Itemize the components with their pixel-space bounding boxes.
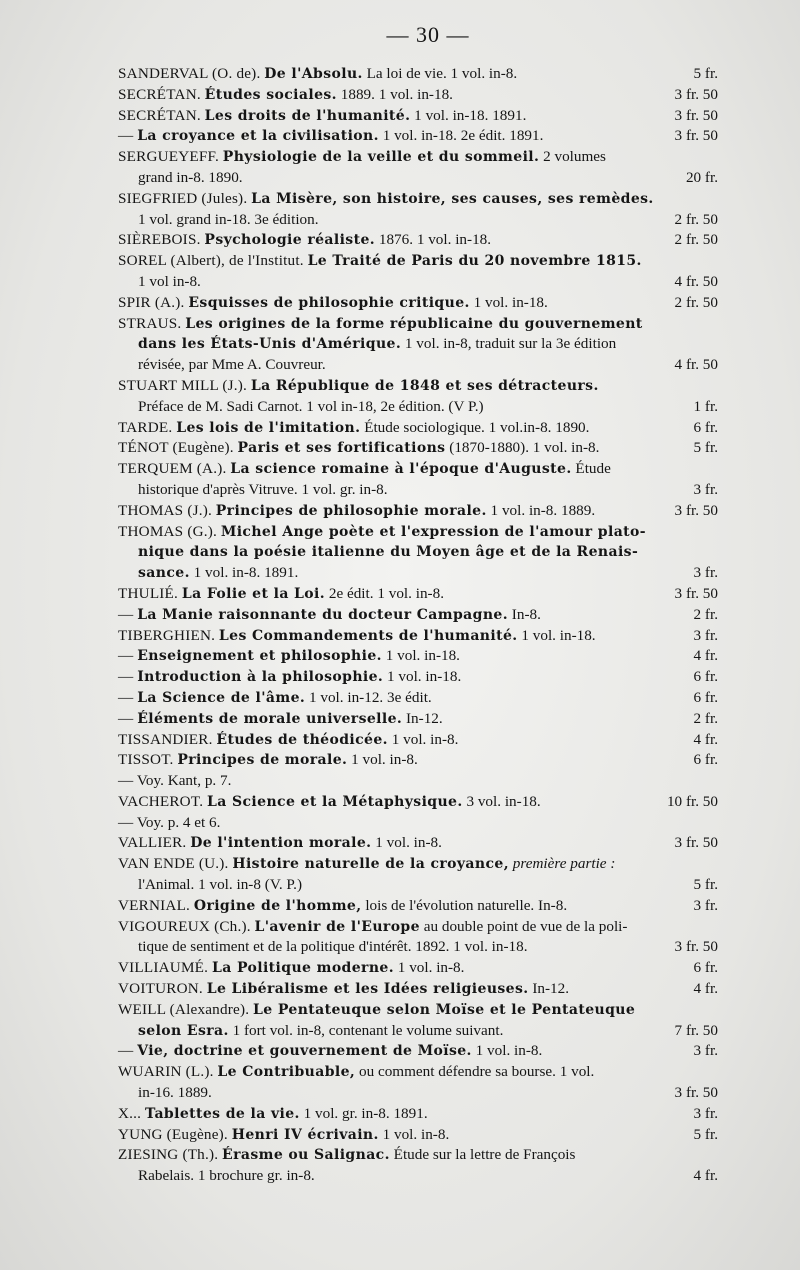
- catalog-entry: [118, 833, 718, 854]
- entry-line: [118, 397, 718, 418]
- entry-line: [118, 542, 718, 563]
- catalog-entry: [118, 792, 718, 834]
- entry-details: ou comment défendre sa bourse. 1 vol.: [358, 1063, 595, 1081]
- entry-details: La loi de vie. 1 vol. in-8.: [366, 65, 518, 82]
- entry-title: Principes de morale.: [177, 752, 348, 769]
- entry-author: WUARIN (L.).: [118, 1063, 214, 1081]
- entry-title: Les lois de l'imitation.: [176, 419, 361, 436]
- catalog-entry: [118, 896, 718, 917]
- entry-line: [118, 1041, 718, 1062]
- entry-author: SPIR (A.).: [118, 293, 185, 311]
- entry-price: 6 fr.: [693, 668, 718, 686]
- entry-line: [118, 1021, 718, 1042]
- entry-title: nique dans la poésie italienne du Moyen âge et de la Renais-: [138, 544, 639, 561]
- entry-title: Michel Ange poète et l'expression de l'amour plato-: [220, 523, 646, 540]
- entry-line: [118, 709, 718, 730]
- entry-author: VERNIAL.: [118, 896, 191, 914]
- entry-details: l'Animal. 1 vol. in-8 (V. P.): [138, 876, 303, 894]
- entry-line: [118, 605, 718, 626]
- catalog-entry: [118, 314, 718, 376]
- entry-details: Étude sur la lettre de François: [393, 1146, 576, 1164]
- catalog-entry: [118, 1062, 718, 1104]
- entry-line: [118, 771, 718, 792]
- entry-author: WEILL (Alexandre).: [118, 1000, 250, 1018]
- entry-author: —: [118, 772, 134, 790]
- entry-title: Les droits de l'humanité.: [204, 107, 411, 124]
- entry-line: [118, 355, 718, 376]
- entry-line: [118, 750, 718, 771]
- entry-line: [118, 626, 718, 647]
- catalog-entry: [118, 147, 718, 189]
- entry-line: [118, 917, 718, 938]
- entry-author: —: [118, 1042, 134, 1060]
- entry-title: Le Traité de Paris du 20 novembre 1815.: [307, 253, 642, 270]
- catalog-entry: [118, 626, 718, 647]
- entry-details: In-12.: [405, 709, 443, 727]
- entry-title: sance.: [138, 565, 190, 582]
- catalog-entry: [118, 189, 718, 231]
- entry-title: De l'intention morale.: [190, 835, 372, 852]
- entry-line: [118, 522, 718, 543]
- entry-title: selon Esra.: [138, 1022, 229, 1039]
- entry-title: dans les États-Unis d'Amérique.: [138, 336, 402, 353]
- entry-author: ZIESING (Th.).: [118, 1146, 219, 1164]
- entry-line: [118, 1083, 718, 1104]
- entry-line: [118, 168, 718, 189]
- entry-title: Études sociales.: [204, 86, 337, 103]
- entry-price: 5 fr.: [693, 1125, 718, 1143]
- catalog-entry: [118, 854, 718, 896]
- entry-title: Éléments de morale universelle.: [137, 710, 403, 727]
- entry-title: Le Contribuable,: [217, 1064, 356, 1081]
- entry-line: [118, 1166, 718, 1187]
- catalog-entry: [118, 709, 718, 730]
- entry-author: TISSOT.: [118, 751, 174, 769]
- entry-title: Esquisses de philosophie critique.: [188, 294, 470, 311]
- entry-author: —: [118, 605, 134, 623]
- entry-details: In-8.: [511, 605, 541, 623]
- entry-title: La croyance et la civilisation.: [137, 128, 379, 145]
- entry-price: 2 fr. 50: [674, 210, 718, 228]
- catalog-entry: [118, 1104, 718, 1125]
- entry-title: Les Commandements de l'humanité.: [218, 627, 518, 644]
- entry-details: Rabelais. 1 brochure gr. in-8.: [138, 1167, 315, 1185]
- entry-line: [118, 1062, 718, 1083]
- entry-line: [118, 937, 718, 958]
- catalog-entry: [118, 438, 718, 459]
- entry-author: TISSANDIER.: [118, 730, 213, 748]
- entry-title: La science romaine à l'époque d'Auguste.: [230, 461, 572, 478]
- entry-details: au double point de vue de la poli-: [423, 917, 628, 935]
- catalog-entry: [118, 459, 718, 501]
- entry-line: [118, 792, 718, 813]
- catalog-entries: [118, 64, 718, 1187]
- entry-details: 1 vol. in-8.: [382, 1125, 450, 1143]
- entry-price: 3 fr. 50: [674, 85, 718, 103]
- entry-price: 3 fr. 50: [674, 501, 718, 519]
- entry-author: YUNG (Eugène).: [118, 1125, 228, 1143]
- entry-line: [118, 251, 718, 272]
- entry-line: [118, 501, 718, 522]
- catalog-entry: [118, 584, 718, 605]
- page-number: — 30 —: [386, 22, 470, 47]
- entry-details: 1 vol. in-12. 3e édit.: [308, 688, 432, 706]
- catalog-entry: [118, 730, 718, 751]
- entry-price: 3 fr.: [693, 1104, 718, 1122]
- entry-price: 20 fr.: [685, 168, 718, 186]
- catalog-entry: [118, 522, 718, 584]
- entry-price: 3 fr.: [693, 626, 718, 644]
- entry-line: [118, 126, 718, 147]
- entry-price: 4 fr. 50: [674, 356, 718, 374]
- catalog-entry: [118, 1125, 718, 1146]
- entry-author: VAN ENDE (U.).: [118, 855, 229, 873]
- entry-author: SIÈREBOIS.: [118, 231, 201, 249]
- entry-author: SECRÉTAN.: [118, 85, 201, 103]
- entry-line: [118, 563, 718, 584]
- entry-details: Voy. Kant, p. 7.: [136, 772, 232, 790]
- entry-details: 1 vol. in-8.: [397, 959, 465, 977]
- entry-details: (1870-1880). 1 vol. in-8.: [449, 439, 600, 457]
- entry-title: Études de théodicée.: [216, 731, 388, 748]
- entry-line: [118, 85, 718, 106]
- entry-price: 5 fr.: [693, 876, 718, 894]
- catalog-entry: [118, 667, 718, 688]
- entry-details: 1 vol. in-18.: [385, 647, 460, 665]
- entry-line: [118, 833, 718, 854]
- entry-title: La Science de l'âme.: [137, 689, 306, 706]
- entry-details: 1 vol. gr. in-8. 1891.: [303, 1104, 428, 1122]
- entry-price: 3 fr.: [693, 896, 718, 914]
- catalog-entry: [118, 106, 718, 127]
- entry-title: De l'Absolu.: [264, 66, 363, 82]
- entry-price: 3 fr. 50: [674, 106, 718, 124]
- entry-line: [118, 1125, 718, 1146]
- entry-price: 2 fr. 50: [674, 293, 718, 311]
- entry-line: [118, 314, 718, 335]
- entry-line: [118, 230, 718, 251]
- entry-author: THULIÉ.: [118, 584, 179, 602]
- entry-author: —: [118, 647, 134, 665]
- catalog-entry: [118, 1145, 718, 1187]
- entry-line: [118, 438, 718, 459]
- entry-price: 3 fr. 50: [674, 584, 718, 602]
- entry-line: [118, 418, 718, 439]
- entry-price: 5 fr.: [693, 65, 718, 82]
- entry-author: SERGUEYEFF.: [118, 148, 219, 166]
- entry-line: [118, 334, 718, 355]
- entry-details: 1 vol. in-18.: [387, 668, 462, 686]
- entry-title: Les origines de la forme républicaine du gouvernement: [185, 315, 643, 332]
- entry-details: 1 fort vol. in-8, contenant le volume suivant.: [232, 1021, 504, 1039]
- entry-details: 1 vol. in-8.: [351, 751, 418, 769]
- entry-author: THOMAS (J.).: [118, 501, 212, 519]
- entry-details: 1 vol. in-8, traduit sur la 3e édition: [404, 335, 617, 353]
- entry-price: 10 fr. 50: [666, 792, 718, 810]
- entry-title: Tablettes de la vie.: [144, 1105, 300, 1122]
- catalog-entry: [118, 293, 718, 314]
- entry-price: 6 fr.: [693, 751, 718, 769]
- entry-price: 4 fr. 50: [674, 272, 718, 290]
- catalog-entry: [118, 979, 718, 1000]
- entry-line: [118, 875, 718, 896]
- catalog-entry: [118, 230, 718, 251]
- entry-details: révisée, par Mme A. Couvreur.: [138, 356, 326, 374]
- entry-details: Préface de M. Sadi Carnot. 1 vol in-18, 2e édition. (V P.): [138, 397, 484, 415]
- entry-price: 6 fr.: [693, 418, 718, 436]
- entry-details: lois de l'évolution naturelle. In-8.: [365, 896, 568, 914]
- entry-author: —: [118, 688, 134, 706]
- entry-price: 3 fr.: [693, 564, 718, 582]
- entry-price: 4 fr.: [693, 980, 718, 998]
- entry-line: [118, 147, 718, 168]
- entry-author: VACHEROT.: [118, 792, 204, 810]
- entry-author: STUART MILL (J.).: [118, 376, 248, 394]
- entry-line: [118, 688, 718, 709]
- entry-price: 3 fr. 50: [674, 1084, 718, 1102]
- entry-details: 1889. 1 vol. in-18.: [340, 85, 453, 103]
- entry-author: VOITURON.: [118, 980, 203, 998]
- entry-line: [118, 1145, 718, 1166]
- entry-price: 4 fr.: [693, 1167, 718, 1185]
- entry-title: La Misère, son histoire, ses causes, ses remèdes.: [251, 190, 654, 207]
- entry-details: 1 vol. grand in-18. 3e édition.: [138, 210, 319, 228]
- entry-price: 6 fr.: [693, 959, 718, 977]
- entry-details: 1 vol. in-8.: [375, 834, 442, 852]
- entry-title: La Folie et la Loi.: [181, 585, 326, 602]
- entry-price: 1 fr.: [693, 397, 718, 415]
- entry-details: In-12.: [532, 980, 570, 998]
- entry-line: [118, 1000, 718, 1021]
- catalog-entry: [118, 126, 718, 147]
- entry-details: 2 volumes: [543, 148, 606, 166]
- entry-details: tique de sentiment et de la politique d'intérêt. 1892. 1 vol. in-18.: [138, 938, 528, 956]
- catalog-entry: [118, 1000, 718, 1042]
- entry-title: La Science et la Métaphysique.: [207, 793, 463, 810]
- entry-details: 1 vol. in-8. 1891.: [193, 564, 299, 582]
- catalog-entry: [118, 917, 718, 959]
- entry-line: [118, 730, 718, 751]
- entry-details: 1 vol in-8.: [138, 272, 201, 290]
- entry-author: —: [118, 668, 134, 686]
- entry-details: grand in-8. 1890.: [138, 168, 243, 186]
- catalog-entry: [118, 958, 718, 979]
- entry-author: TERQUEM (A.).: [118, 460, 227, 478]
- entry-price: 6 fr.: [693, 688, 718, 706]
- entry-price: 3 fr.: [693, 480, 718, 498]
- entry-title: La République de 1848 et ses détracteurs.: [250, 377, 599, 394]
- entry-title: Origine de l'homme,: [193, 897, 362, 914]
- entry-author: TARDE.: [118, 418, 173, 436]
- entry-details: 1 vol. in-8.: [391, 730, 459, 748]
- entry-line: [118, 584, 718, 605]
- entry-title: L'avenir de l'Europe: [254, 918, 420, 935]
- entry-price: 3 fr.: [693, 1042, 718, 1060]
- entry-price: 7 fr. 50: [674, 1021, 718, 1039]
- entry-line: [118, 210, 718, 231]
- entry-details: 2e édit. 1 vol. in-8.: [328, 584, 444, 602]
- entry-details: historique d'après Vitruve. 1 vol. gr. in-8.: [138, 480, 388, 498]
- entry-author: —: [118, 813, 134, 831]
- catalog-entry: [118, 688, 718, 709]
- entry-title: Paris et ses fortifications: [237, 440, 446, 457]
- entry-title: La Manie raisonnante du docteur Campagne.: [137, 606, 508, 623]
- catalog-entry: [118, 251, 718, 293]
- entry-line: [118, 667, 718, 688]
- entry-line: [118, 64, 718, 85]
- entry-price: 3 fr. 50: [674, 938, 718, 956]
- entry-price: 2 fr. 50: [674, 231, 718, 249]
- catalog-entry: [118, 376, 718, 418]
- entry-details: in-16. 1889.: [138, 1084, 212, 1102]
- entry-line: [118, 459, 718, 480]
- entry-author: SECRÉTAN.: [118, 106, 201, 124]
- entry-author: —: [118, 127, 134, 145]
- entry-price: 4 fr.: [693, 730, 718, 748]
- entry-title: Vie, doctrine et gouvernement de Moïse.: [137, 1043, 472, 1060]
- catalog-entry: [118, 418, 718, 439]
- entry-title: Le Pentateuque selon Moïse et le Pentateuque: [253, 1001, 636, 1018]
- entry-title: Principes de philosophie morale.: [215, 502, 487, 519]
- entry-details: 1876. 1 vol. in-18.: [378, 231, 492, 249]
- catalog-entry: [118, 750, 718, 792]
- entry-author: VIGOUREUX (Ch.).: [118, 917, 251, 935]
- entry-line: [118, 958, 718, 979]
- entry-author: TÉNOT (Eugène).: [118, 439, 234, 457]
- entry-details: 1 vol. in-18. 1891.: [414, 106, 527, 124]
- catalog-entry: [118, 1041, 718, 1062]
- entry-line: [118, 854, 718, 875]
- entry-price: 3 fr. 50: [674, 834, 718, 852]
- entry-line: [118, 646, 718, 667]
- entry-line: [118, 480, 718, 501]
- entry-line: [118, 293, 718, 314]
- entry-title: La Politique moderne.: [211, 960, 394, 977]
- entry-line: [118, 106, 718, 127]
- entry-line: [118, 1104, 718, 1125]
- entry-title: Le Libéralisme et les Idées religieuses.: [206, 981, 529, 998]
- entry-line: [118, 189, 718, 210]
- entry-author: TIBERGHIEN.: [118, 626, 216, 644]
- entry-title: Histoire naturelle de la croyance,: [232, 856, 509, 873]
- entry-details: 1 vol. in-8. 1889.: [490, 501, 596, 519]
- entry-author: SANDERVAL (O. de).: [118, 65, 261, 82]
- entry-title: Psychologie réaliste.: [204, 232, 376, 249]
- entry-author: SIEGFRIED (Jules).: [118, 189, 248, 207]
- catalog-entry: [118, 646, 718, 667]
- entry-details: Voy. p. 4 et 6.: [136, 813, 221, 831]
- entry-author: —: [118, 709, 134, 727]
- entry-author: STRAUS.: [118, 314, 182, 332]
- entry-price: 2 fr.: [693, 605, 718, 623]
- entry-details: Étude: [575, 460, 611, 478]
- entry-details: 1 vol. in-18.: [473, 293, 548, 311]
- entry-emphasis: première partie :: [512, 855, 616, 873]
- entry-details: 1 vol. in-18.: [521, 626, 596, 644]
- catalog-entry: [118, 605, 718, 626]
- entry-line: [118, 272, 718, 293]
- entry-price: 2 fr.: [693, 709, 718, 727]
- entry-price: 4 fr.: [693, 647, 718, 665]
- entry-line: [118, 896, 718, 917]
- entry-title: Physiologie de la veille et du sommeil.: [222, 149, 540, 166]
- entry-author: VILLIAUMÉ.: [118, 959, 209, 977]
- entry-line: [118, 979, 718, 1000]
- entry-title: Henri IV écrivain.: [231, 1126, 379, 1143]
- entry-details: 3 vol. in-18.: [466, 792, 541, 810]
- entry-price: 5 fr.: [693, 439, 718, 457]
- entry-author: X...: [118, 1104, 142, 1122]
- entry-title: Introduction à la philosophie.: [137, 669, 384, 686]
- entry-details: 1 vol. in-18. 2e édit. 1891.: [382, 127, 544, 145]
- entry-line: [118, 813, 718, 834]
- entry-author: VALLIER.: [118, 834, 187, 852]
- entry-price: 3 fr. 50: [674, 127, 718, 145]
- entry-author: SOREL (Albert), de l'Institut.: [118, 252, 304, 270]
- entry-title: Érasme ou Salignac.: [222, 1147, 390, 1164]
- entry-line: [118, 376, 718, 397]
- catalog-entry: [118, 501, 718, 522]
- entry-title: Enseignement et philosophie.: [137, 648, 382, 665]
- catalog-entry: [118, 64, 718, 85]
- entry-author: THOMAS (G.).: [118, 522, 218, 540]
- catalog-entry: [118, 85, 718, 106]
- entry-details: Étude sociologique. 1 vol.in-8. 1890.: [364, 418, 590, 436]
- entry-details: 1 vol. in-8.: [475, 1042, 543, 1060]
